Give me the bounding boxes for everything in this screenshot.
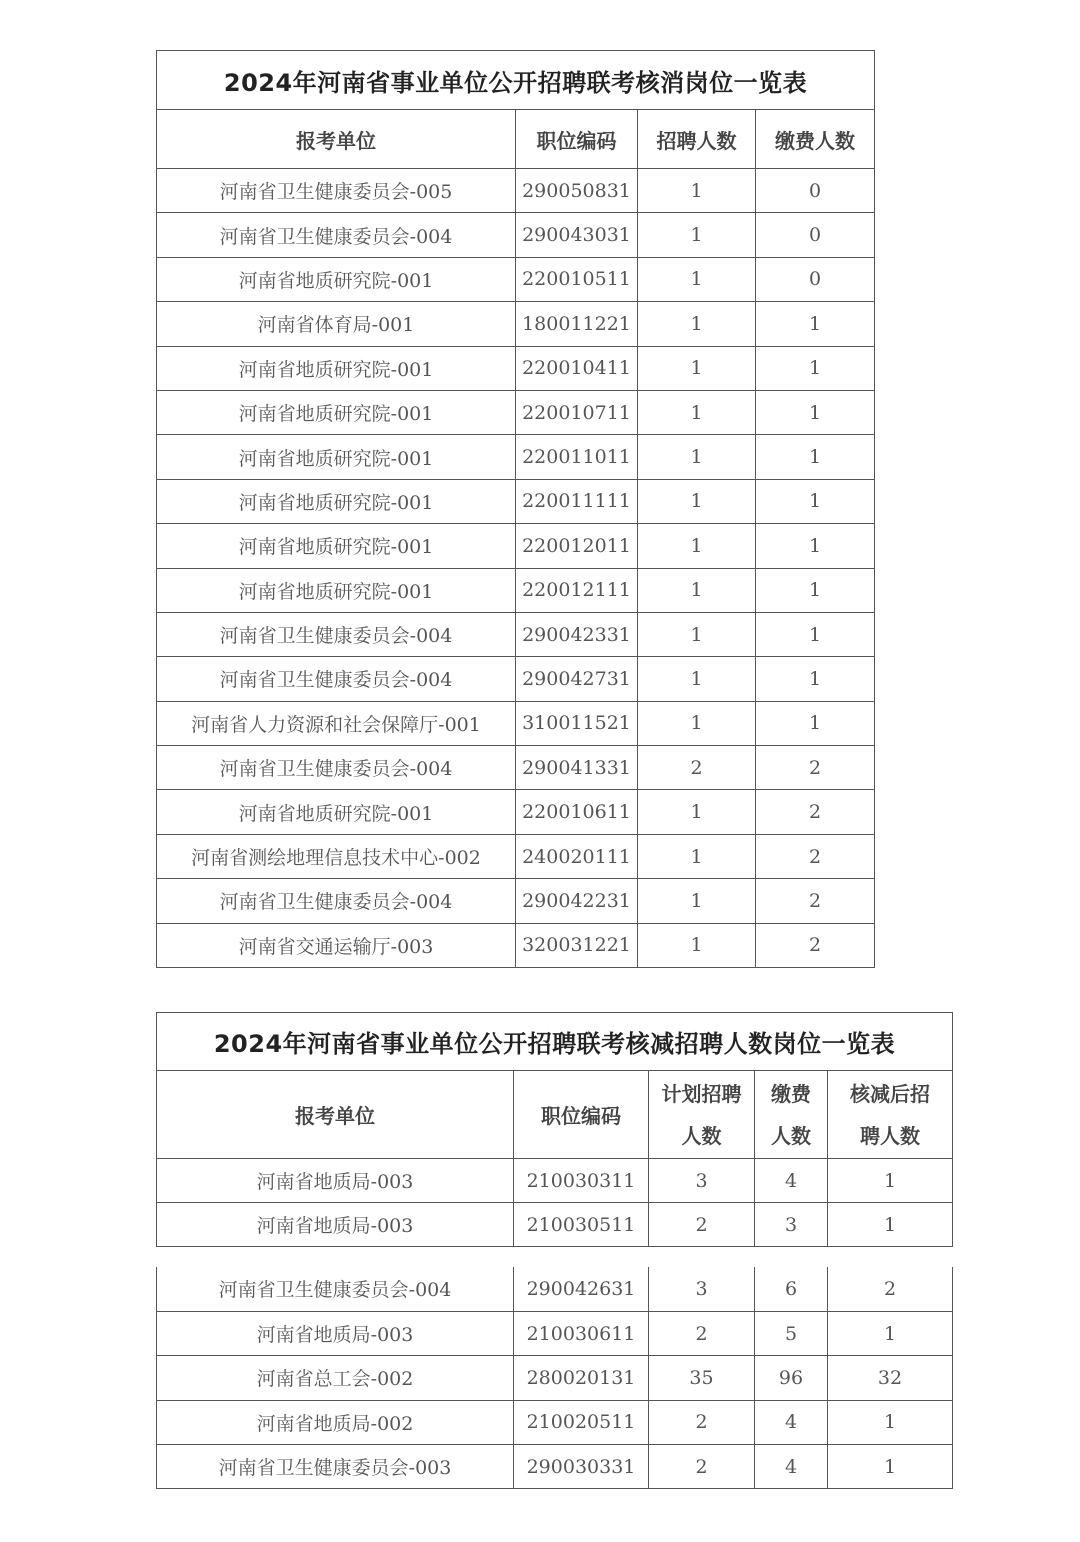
table-row bbox=[157, 923, 875, 967]
cell-position-code: 210030311 bbox=[514, 1159, 649, 1203]
header-after-reduction-count: 核减后招 聘人数 bbox=[828, 1071, 953, 1159]
cell-unit: 河南省交通运输厅-003 bbox=[157, 923, 516, 967]
header-unit: 报考单位 bbox=[157, 110, 516, 169]
cell-position-code: 290042631 bbox=[514, 1267, 649, 1311]
cell-count-a: 1 bbox=[638, 568, 756, 612]
cell-position-code: 220011011 bbox=[516, 435, 638, 479]
cell-unit: 河南省地质研究院-001 bbox=[157, 790, 516, 834]
cell-position-code: 290041331 bbox=[516, 746, 638, 790]
cell-unit: 河南省总工会-002 bbox=[157, 1356, 514, 1400]
table-row bbox=[157, 390, 875, 434]
cell-count-b: 5 bbox=[755, 1311, 828, 1355]
table-row bbox=[157, 790, 875, 834]
table-row bbox=[157, 169, 875, 213]
table-row bbox=[157, 746, 875, 790]
cell-position-code: 320031221 bbox=[516, 923, 638, 967]
cell-unit: 河南省卫生健康委员会-004 bbox=[157, 879, 516, 923]
cell-unit: 河南省地质研究院-001 bbox=[157, 568, 516, 612]
header-position-code: 职位编码 bbox=[516, 110, 638, 169]
cell-count-b: 1 bbox=[756, 435, 875, 479]
cell-count-a: 2 bbox=[649, 1400, 755, 1444]
cell-count-a: 3 bbox=[649, 1159, 755, 1203]
table-row bbox=[157, 524, 875, 568]
cell-count-b: 2 bbox=[756, 746, 875, 790]
cell-unit: 河南省地质研究院-001 bbox=[157, 257, 516, 301]
cell-count-a: 2 bbox=[638, 746, 756, 790]
cell-count-b: 4 bbox=[755, 1400, 828, 1444]
cell-unit: 河南省地质局-003 bbox=[157, 1159, 514, 1203]
table-row bbox=[157, 346, 875, 390]
cell-count-c: 1 bbox=[828, 1311, 953, 1355]
table-title: 2024年河南省事业单位公开招聘联考核减招聘人数岗位一览表 bbox=[157, 1013, 953, 1071]
cell-count-b: 1 bbox=[756, 346, 875, 390]
cell-unit: 河南省卫生健康委员会-004 bbox=[157, 657, 516, 701]
cell-count-a: 1 bbox=[638, 169, 756, 213]
table-row bbox=[157, 257, 875, 301]
cell-count-c: 1 bbox=[828, 1400, 953, 1444]
cell-unit: 河南省卫生健康委员会-004 bbox=[157, 746, 516, 790]
cell-unit: 河南省测绘地理信息技术中心-002 bbox=[157, 834, 516, 878]
cell-count-a: 2 bbox=[649, 1445, 755, 1489]
cell-count-b: 1 bbox=[756, 612, 875, 656]
header-planned-count: 计划招聘 人数 bbox=[649, 1071, 755, 1159]
cell-count-a: 3 bbox=[649, 1267, 755, 1311]
cell-position-code: 290042231 bbox=[516, 879, 638, 923]
table-row bbox=[157, 1203, 953, 1247]
cell-unit: 河南省地质局-002 bbox=[157, 1400, 514, 1444]
cell-count-b: 3 bbox=[755, 1203, 828, 1247]
cell-position-code: 220010711 bbox=[516, 390, 638, 434]
cell-count-c: 1 bbox=[828, 1445, 953, 1489]
table-row bbox=[157, 302, 875, 346]
cell-position-code: 220012111 bbox=[516, 568, 638, 612]
cell-unit: 河南省卫生健康委员会-004 bbox=[157, 612, 516, 656]
cell-position-code: 220010611 bbox=[516, 790, 638, 834]
cell-unit: 河南省地质局-003 bbox=[157, 1203, 514, 1247]
cell-count-a: 1 bbox=[638, 435, 756, 479]
cell-count-b: 1 bbox=[756, 657, 875, 701]
table-row bbox=[157, 1159, 953, 1203]
cell-position-code: 220012011 bbox=[516, 524, 638, 568]
cell-count-a: 35 bbox=[649, 1356, 755, 1400]
cell-position-code: 290030331 bbox=[514, 1445, 649, 1489]
cell-count-a: 1 bbox=[638, 612, 756, 656]
cancelled-positions-table bbox=[156, 50, 875, 968]
cell-unit: 河南省人力资源和社会保障厅-001 bbox=[157, 701, 516, 745]
cell-count-a: 1 bbox=[638, 923, 756, 967]
cell-count-b: 2 bbox=[756, 834, 875, 878]
header-unit: 报考单位 bbox=[157, 1071, 514, 1159]
cell-count-b: 4 bbox=[755, 1159, 828, 1203]
cell-count-b: 2 bbox=[756, 923, 875, 967]
cell-count-c: 32 bbox=[828, 1356, 953, 1400]
cell-count-b: 0 bbox=[756, 213, 875, 257]
header-position-code: 职位编码 bbox=[514, 1071, 649, 1159]
cell-position-code: 220010511 bbox=[516, 257, 638, 301]
cell-unit: 河南省卫生健康委员会-005 bbox=[157, 169, 516, 213]
cell-count-a: 1 bbox=[638, 302, 756, 346]
cell-unit: 河南省体育局-001 bbox=[157, 302, 516, 346]
cell-count-c: 1 bbox=[828, 1203, 953, 1247]
cell-count-b: 2 bbox=[756, 879, 875, 923]
cell-count-b: 6 bbox=[755, 1267, 828, 1311]
cell-position-code: 290042731 bbox=[516, 657, 638, 701]
cell-position-code: 280020131 bbox=[514, 1356, 649, 1400]
table-row bbox=[157, 568, 875, 612]
table-row bbox=[157, 1356, 953, 1400]
cell-count-a: 1 bbox=[638, 701, 756, 745]
cell-count-a: 1 bbox=[638, 213, 756, 257]
table-row bbox=[157, 879, 875, 923]
cell-unit: 河南省地质研究院-001 bbox=[157, 346, 516, 390]
cell-position-code: 290042331 bbox=[516, 612, 638, 656]
table-row bbox=[157, 657, 875, 701]
cell-count-c: 2 bbox=[828, 1267, 953, 1311]
table-row bbox=[157, 435, 875, 479]
cell-count-a: 2 bbox=[649, 1203, 755, 1247]
cell-count-b: 1 bbox=[756, 302, 875, 346]
table-row bbox=[157, 1311, 953, 1355]
cell-count-a: 1 bbox=[638, 834, 756, 878]
cell-count-c: 1 bbox=[828, 1159, 953, 1203]
reduced-positions-table bbox=[156, 1012, 953, 1247]
cell-position-code: 240020111 bbox=[516, 834, 638, 878]
cell-position-code: 210030611 bbox=[514, 1311, 649, 1355]
cell-position-code: 310011521 bbox=[516, 701, 638, 745]
table-row bbox=[157, 1445, 953, 1489]
cell-count-a: 1 bbox=[638, 524, 756, 568]
table-row bbox=[157, 479, 875, 523]
table-row bbox=[157, 213, 875, 257]
cell-count-b: 1 bbox=[756, 524, 875, 568]
cell-count-a: 1 bbox=[638, 790, 756, 834]
cell-position-code: 290043031 bbox=[516, 213, 638, 257]
cell-unit: 河南省地质研究院-001 bbox=[157, 390, 516, 434]
cell-unit: 河南省地质研究院-001 bbox=[157, 524, 516, 568]
cell-unit: 河南省地质局-003 bbox=[157, 1311, 514, 1355]
cell-count-a: 1 bbox=[638, 479, 756, 523]
cell-count-b: 1 bbox=[756, 479, 875, 523]
table-row bbox=[157, 1267, 953, 1311]
table-row bbox=[157, 701, 875, 745]
cell-count-a: 1 bbox=[638, 257, 756, 301]
cell-unit: 河南省卫生健康委员会-003 bbox=[157, 1445, 514, 1489]
cell-unit: 河南省卫生健康委员会-004 bbox=[157, 213, 516, 257]
cell-count-b: 0 bbox=[756, 257, 875, 301]
cell-unit: 河南省卫生健康委员会-004 bbox=[157, 1267, 514, 1311]
header-paid-count: 缴费 人数 bbox=[755, 1071, 828, 1159]
cell-count-b: 4 bbox=[755, 1445, 828, 1489]
cell-count-a: 1 bbox=[638, 657, 756, 701]
table-title: 2024年河南省事业单位公开招聘联考核消岗位一览表 bbox=[157, 51, 875, 110]
cell-unit: 河南省地质研究院-001 bbox=[157, 479, 516, 523]
cell-count-a: 1 bbox=[638, 879, 756, 923]
cell-count-a: 1 bbox=[638, 346, 756, 390]
cell-position-code: 180011221 bbox=[516, 302, 638, 346]
cell-count-b: 0 bbox=[756, 169, 875, 213]
cell-position-code: 290050831 bbox=[516, 169, 638, 213]
reduced-positions-table-continued bbox=[156, 1267, 953, 1489]
cell-position-code: 210030511 bbox=[514, 1203, 649, 1247]
cell-position-code: 220011111 bbox=[516, 479, 638, 523]
cell-count-a: 2 bbox=[649, 1311, 755, 1355]
cell-count-b: 2 bbox=[756, 790, 875, 834]
table-row bbox=[157, 612, 875, 656]
header-recruit-count: 招聘人数 bbox=[638, 110, 756, 169]
cell-count-b: 1 bbox=[756, 701, 875, 745]
table-row bbox=[157, 1400, 953, 1444]
header-paid-count: 缴费人数 bbox=[756, 110, 875, 169]
cell-position-code: 220010411 bbox=[516, 346, 638, 390]
table-row bbox=[157, 834, 875, 878]
cell-count-a: 1 bbox=[638, 390, 756, 434]
cell-unit: 河南省地质研究院-001 bbox=[157, 435, 516, 479]
cell-count-b: 96 bbox=[755, 1356, 828, 1400]
cell-position-code: 210020511 bbox=[514, 1400, 649, 1444]
cell-count-b: 1 bbox=[756, 568, 875, 612]
cell-count-b: 1 bbox=[756, 390, 875, 434]
